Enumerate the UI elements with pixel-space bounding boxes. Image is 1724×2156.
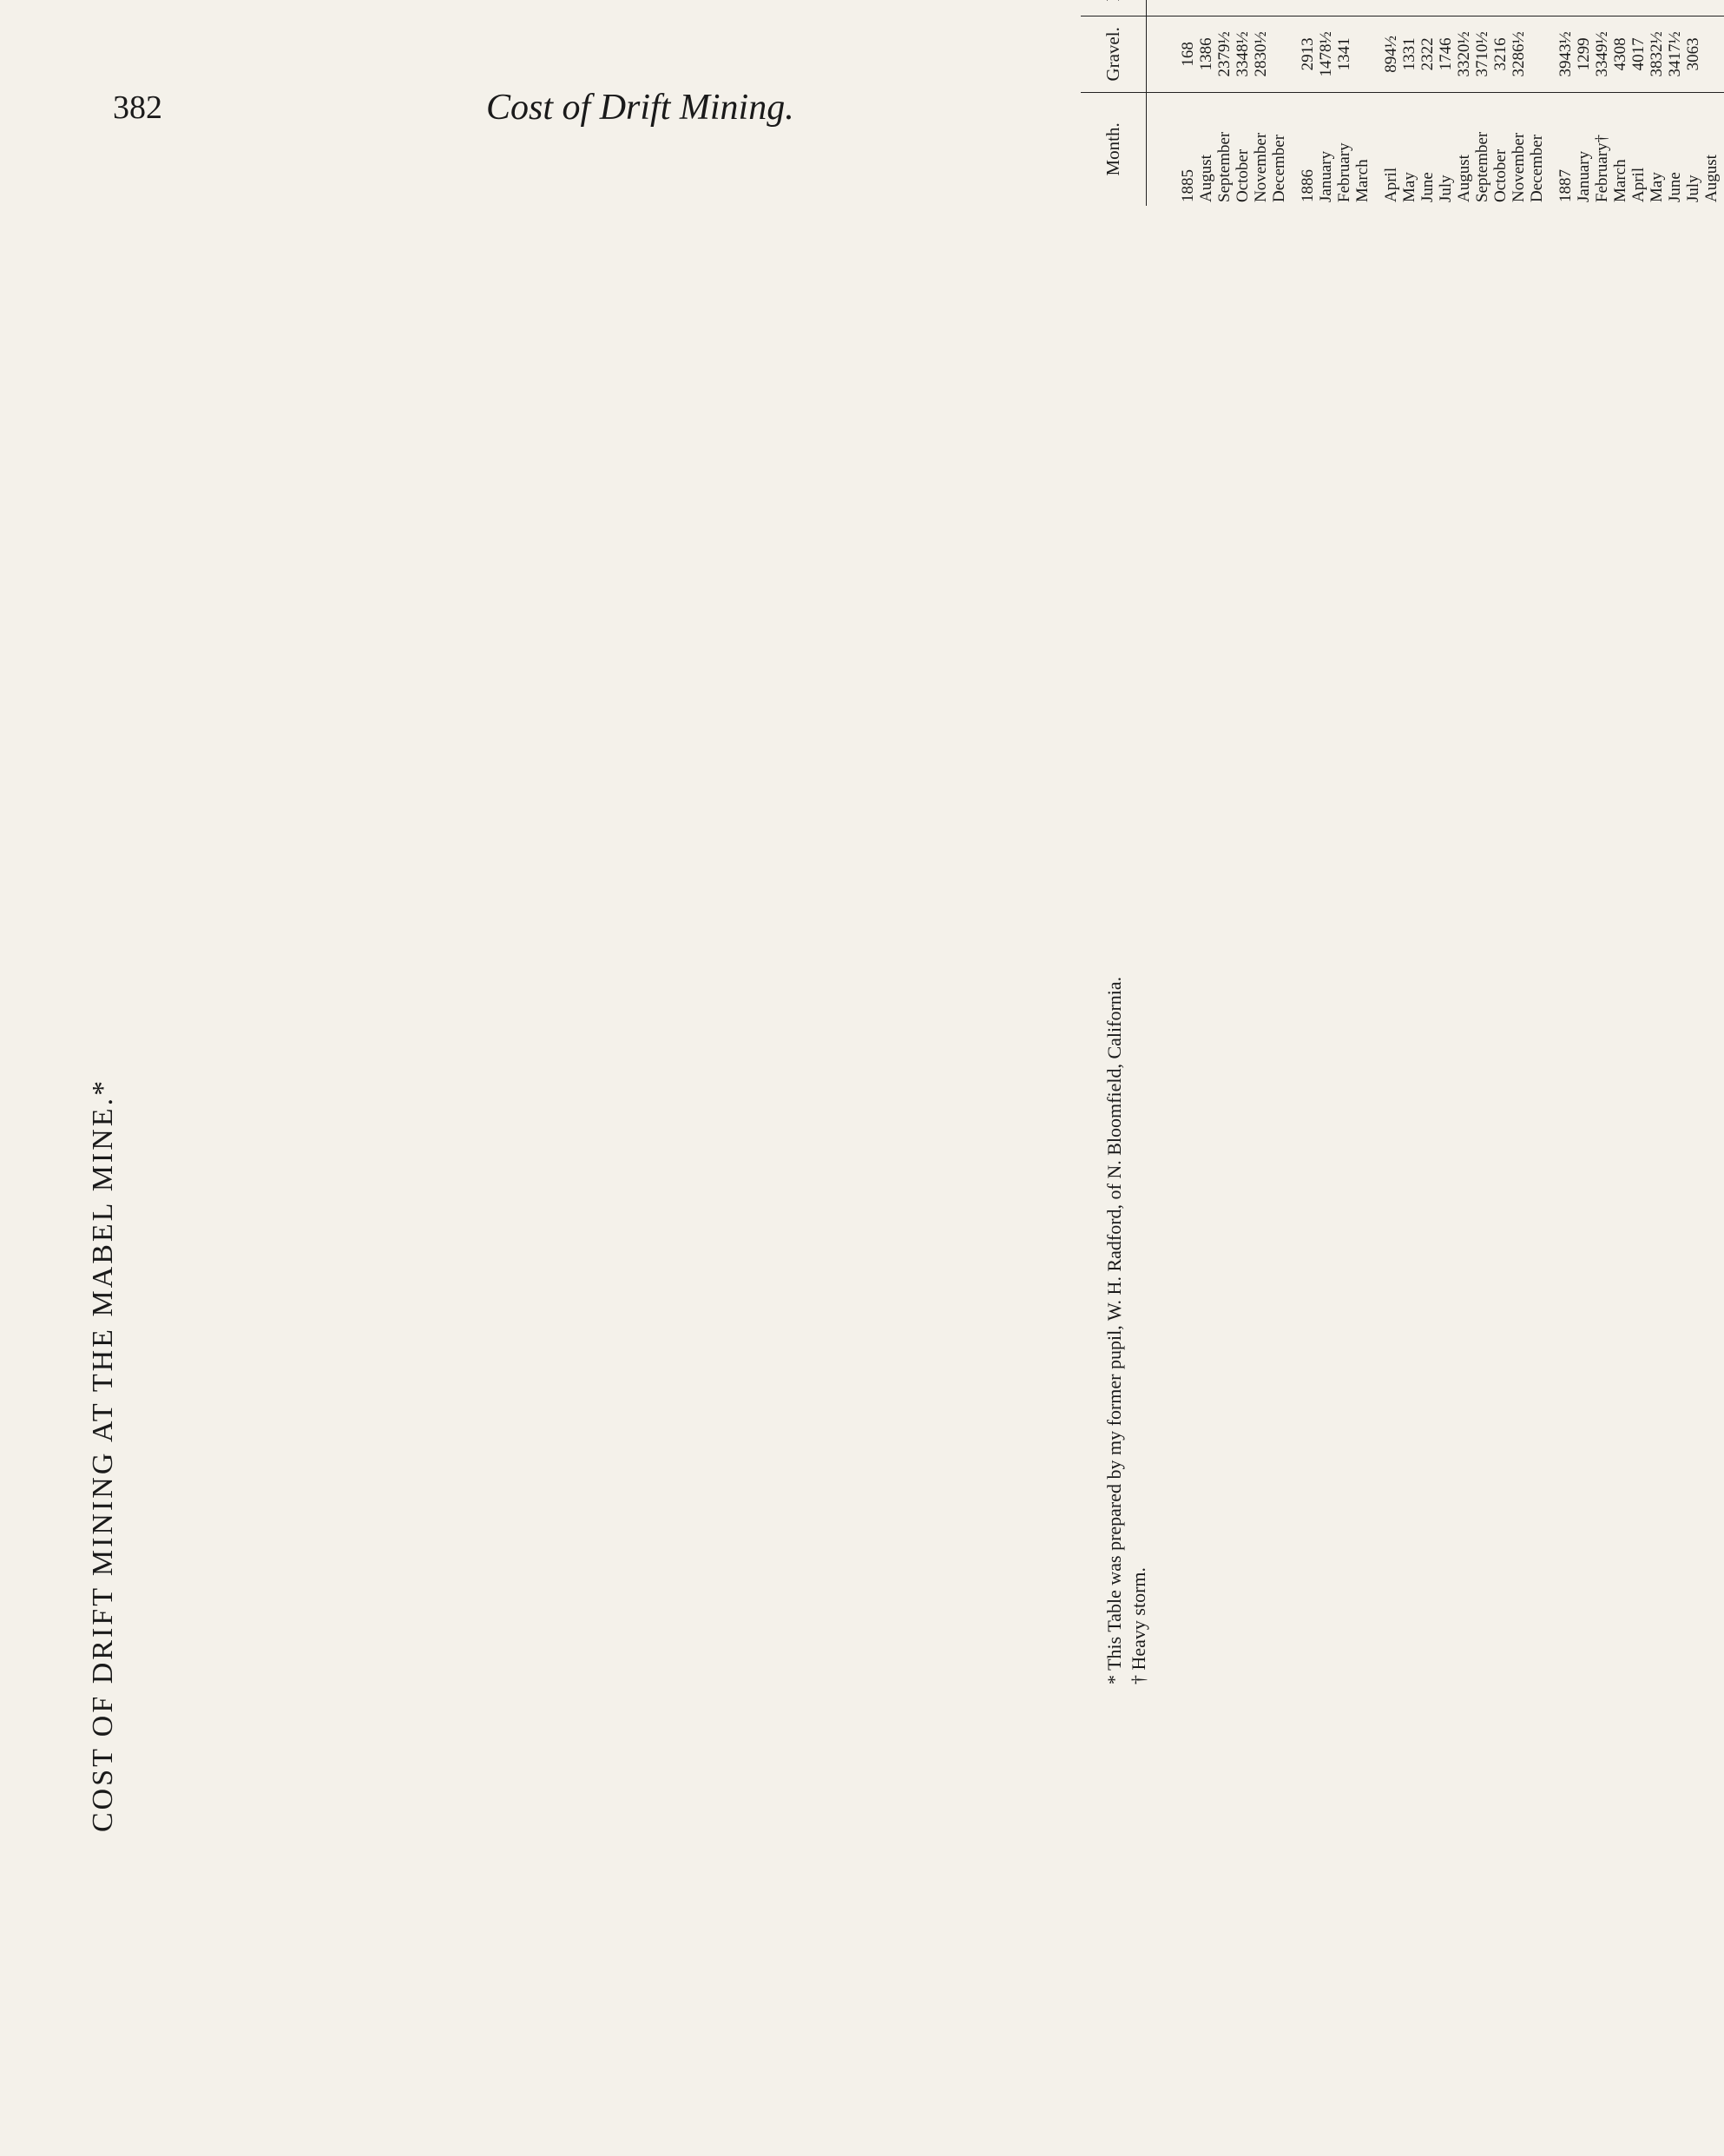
footnotes	[1102, 977, 1151, 1685]
col-header-rock	[1081, 0, 1147, 16]
month-cell: 1887 January February† March April May June July August	[1556, 134, 1721, 202]
table-row-1885	[1172, 0, 1292, 206]
col-header-month: Month.	[1081, 92, 1147, 206]
units-cell-rock	[1147, 0, 1173, 16]
footnote-source: * This Table was prepared by my former pupil, W. H. Radford, of N. Bloomfield, California.	[1103, 976, 1125, 1685]
table-row-1886-rest	[1375, 0, 1550, 206]
month-cell: 1886 January February March	[1299, 142, 1372, 202]
table-row-1887	[1550, 0, 1724, 206]
rock-cell	[1550, 0, 1724, 16]
table-title: COST OF DRIFT MINING AT THE MABEL MINE.*	[87, 1078, 119, 1832]
gravel-cell: 168 1386 2379½ 3348½ 2830½	[1172, 16, 1292, 92]
page-number: 382	[113, 89, 162, 126]
column-header-row	[1081, 0, 1147, 206]
month-cell: 1885 August September October November December	[1179, 131, 1288, 202]
month-cell: April May June July August September October November December	[1382, 131, 1546, 202]
table-row-1886-q1	[1292, 0, 1375, 206]
rock-cell	[1292, 0, 1375, 16]
units-cell-month	[1147, 92, 1173, 206]
mining-cost-table-wrapper	[1081, 0, 1724, 206]
rock-cell	[1375, 0, 1550, 16]
running-head: Cost of Drift Mining.	[486, 88, 794, 128]
gravel-cell: 3943½ 1299 3349½ 4308 4017 3832½ 3417½ 3063	[1550, 16, 1724, 92]
mining-cost-table	[1081, 0, 1724, 206]
gravel-cell: 894½ 1331 2322 1746 3320½ 3710½ 3216 3286½	[1375, 16, 1550, 92]
units-cell-gravel	[1147, 16, 1173, 92]
col-header-gravel: Gravel.	[1081, 16, 1147, 92]
units-row	[1147, 0, 1173, 206]
rock-cell	[1172, 0, 1292, 16]
footnote-heavy-storm: † Heavy storm.	[1128, 1566, 1149, 1685]
gravel-cell: 2913 1478½ 1341	[1292, 16, 1375, 92]
